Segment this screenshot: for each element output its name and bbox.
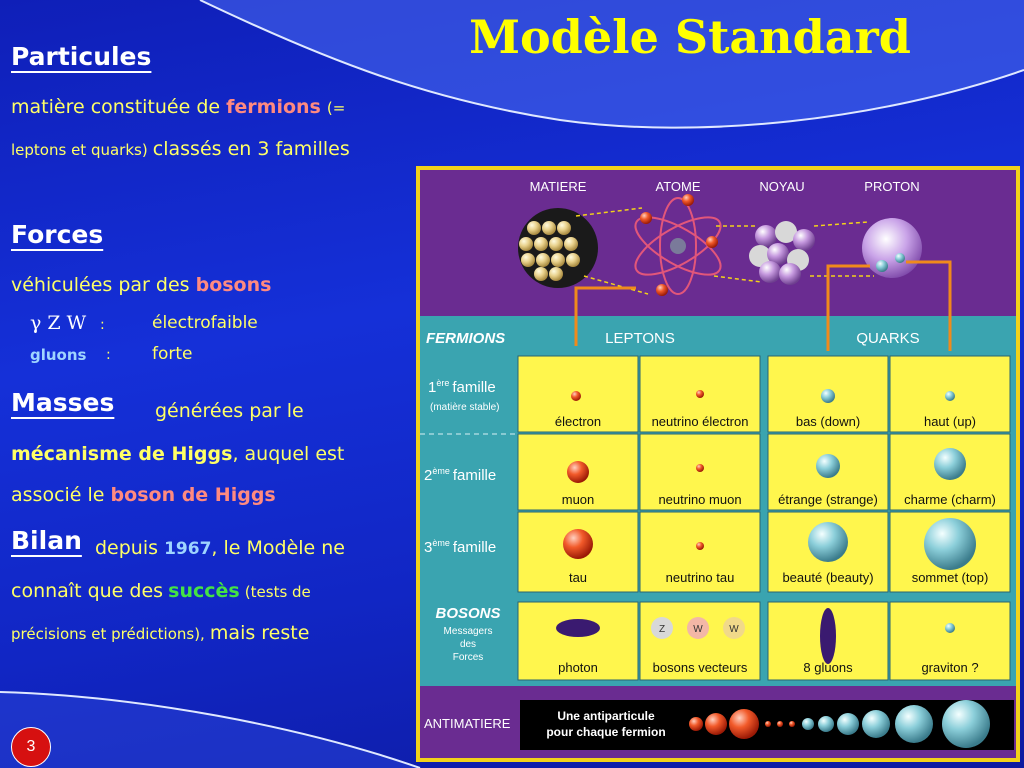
forces-heading: Forces — [11, 220, 104, 249]
cell-bosons-vecteurs: bosons vecteurs — [652, 660, 748, 675]
charm-quark-icon — [934, 448, 966, 480]
strange-quark-icon — [816, 454, 840, 478]
year-1967: 1967 — [164, 539, 212, 559]
text: (tests de — [244, 583, 311, 601]
family-2-label: 2ème famille — [424, 466, 497, 484]
cell-tau: tau — [568, 570, 588, 585]
bosons-sub-2: des — [459, 639, 477, 650]
slide-number-badge: 3 — [11, 727, 51, 767]
text: , auquel est — [232, 443, 345, 465]
antiparticle-text-1: Une antiparticule — [557, 709, 655, 723]
particules-line-1 — [11, 96, 345, 118]
vector-bosons-icon — [651, 617, 745, 639]
bosons-sub-1: Messagers — [443, 626, 493, 637]
cell-beauty: beauté (beauty) — [782, 570, 874, 585]
w-symbol: W — [729, 624, 739, 635]
bilan-line-1 — [95, 537, 345, 559]
cell-down: bas (down) — [795, 414, 861, 429]
cell-graviton: graviton ? — [921, 660, 979, 675]
neutrino-muon-icon — [696, 464, 704, 472]
top-label-noyau: NOYAU — [759, 179, 805, 194]
gluons-text: gluons — [30, 346, 87, 364]
fermions-text: fermions — [226, 96, 321, 118]
gamma-z-w-symbols: γ Z W — [30, 312, 87, 334]
bosons-label: BOSONS — [435, 605, 501, 622]
text: associé le — [11, 484, 105, 506]
text: depuis — [95, 537, 159, 559]
antimatiere-label: ANTIMATIERE — [424, 716, 511, 731]
bosons-sub-3: Forces — [452, 652, 484, 663]
gluon-icon — [820, 608, 836, 664]
colon: : — [106, 347, 111, 363]
cell-charm: charme (charm) — [904, 492, 996, 507]
cell-strange: étrange (strange) — [778, 492, 878, 507]
bilan-heading: Bilan — [11, 526, 82, 555]
cell-photon: photon — [558, 660, 598, 675]
beauty-quark-icon — [808, 522, 848, 562]
text: , le Modèle ne — [211, 537, 345, 559]
masses-line-1: générées par le — [155, 400, 304, 422]
electron-icon — [571, 391, 581, 401]
cell-top: sommet (top) — [911, 570, 989, 585]
fermions-label: FERMIONS — [426, 330, 506, 347]
leptons-label: LEPTONS — [605, 330, 675, 347]
top-quark-icon — [924, 518, 976, 570]
forces-line — [11, 274, 271, 296]
text: connaît que des — [11, 580, 164, 602]
bosons-text: bosons — [195, 274, 272, 296]
standard-model-figure — [416, 166, 1020, 762]
up-quark-icon — [945, 391, 955, 401]
slide-title: Modèle Standard — [469, 10, 911, 64]
z-symbol: Z — [658, 624, 666, 635]
masses-line-3 — [11, 484, 276, 506]
particules-line-2 — [11, 138, 350, 160]
masses-heading: Masses — [11, 388, 115, 417]
text: véhiculées par des — [11, 274, 190, 296]
neutrino-electron-icon — [696, 390, 704, 398]
text: mais reste — [209, 622, 310, 644]
bilan-line-3 — [11, 622, 309, 644]
neutrino-tau-icon — [696, 542, 704, 550]
cell-electron: électron — [554, 414, 602, 429]
muon-icon — [567, 461, 589, 483]
w-symbol: W — [693, 624, 703, 635]
bilan-line-2 — [11, 580, 311, 602]
quarks-label: QUARKS — [856, 330, 920, 347]
masses-line-2 — [11, 443, 344, 465]
family-1-note: (matière stable) — [430, 402, 500, 413]
text: précisions et prédictions), — [11, 625, 205, 643]
text: matière constituée de — [11, 96, 221, 118]
cell-gluons: 8 gluons — [803, 660, 853, 675]
cell-neutrino-tau: neutrino tau — [665, 570, 735, 585]
family-1-label: 1ère famille — [428, 378, 496, 396]
top-label-atome: ATOME — [655, 179, 701, 194]
colon: : — [100, 317, 105, 333]
down-quark-icon — [821, 389, 835, 403]
graviton-icon — [945, 623, 955, 633]
higgs-boson-text: boson de Higgs — [110, 484, 276, 506]
text: classés en 3 familles — [152, 138, 350, 160]
particules-heading: Particules — [11, 42, 152, 71]
antiparticle-text-2: pour chaque fermion — [546, 725, 666, 739]
succes-text: succès — [168, 580, 240, 602]
top-label-matiere: MATIERE — [529, 179, 587, 194]
proton-icon — [862, 218, 922, 278]
text: (= — [326, 99, 346, 117]
cell-neutrino-muon: neutrino muon — [658, 492, 742, 507]
top-label-proton: PROTON — [864, 179, 920, 194]
higgs-mechanism-text: mécanisme de Higgs — [11, 443, 233, 465]
cell-muon: muon — [561, 492, 595, 507]
cell-neutrino-electron: neutrino électron — [651, 414, 749, 429]
family-3-label: 3ème famille — [424, 538, 497, 556]
electrofaible-text: électrofaible — [152, 313, 258, 333]
tau-icon — [563, 529, 593, 559]
cell-up: haut (up) — [923, 414, 977, 429]
photon-icon — [556, 619, 600, 637]
forte-text: forte — [152, 344, 193, 364]
text: leptons et quarks) — [11, 141, 148, 159]
